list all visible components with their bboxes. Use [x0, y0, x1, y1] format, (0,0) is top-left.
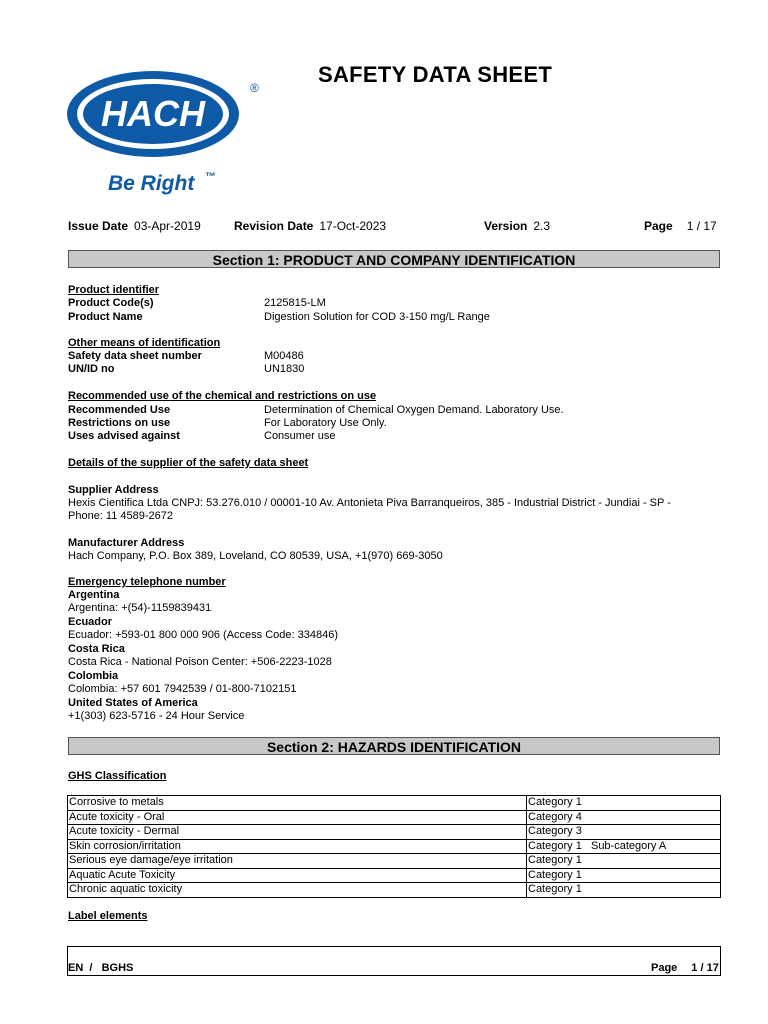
recommended-use-row	[68, 404, 720, 417]
advised-against-label: Uses advised against	[68, 430, 180, 442]
restrictions-label: Restrictions on use	[68, 417, 171, 429]
product-code-row	[68, 297, 720, 310]
issue-date	[68, 219, 201, 233]
sds-number-value: M00486	[264, 350, 304, 362]
table-row	[68, 854, 721, 869]
emergency-number: Ecuador: +593-01 800 000 906 (Access Code: 334846)	[68, 629, 338, 641]
revision-date-value: 17-Oct-2023	[319, 219, 387, 233]
issue-date-value: 03-Apr-2019	[134, 219, 201, 233]
emergency-country: Colombia	[68, 670, 119, 682]
category-cell: Category 4	[527, 810, 721, 825]
page-value: 1 / 17	[686, 219, 717, 233]
un-row	[68, 363, 720, 376]
product-name-label: Product Name	[68, 311, 143, 323]
footer-page	[651, 962, 719, 974]
page-label: Page	[644, 219, 673, 233]
sds-number-label: Safety data sheet number	[68, 350, 202, 362]
section2-heading: Section 2: HAZARDS IDENTIFICATION	[68, 737, 720, 755]
revision-date-label: Revision Date	[234, 219, 314, 233]
page-indicator	[644, 219, 717, 233]
table-row	[68, 796, 721, 811]
emergency-country: Costa Rica	[68, 643, 125, 655]
restrictions-row	[68, 417, 720, 430]
table-row	[68, 883, 721, 898]
supplier-details-heading: Details of the supplier of the safety data sheet	[68, 457, 309, 469]
advised-against-value: Consumer use	[264, 430, 336, 442]
recommended-use-heading: Recommended use of the chemical and restrictions on use	[68, 390, 377, 402]
hazard-cell: Corrosive to metals	[68, 796, 527, 811]
category-cell: Category 1 Sub-category A	[527, 839, 721, 854]
issue-date-label: Issue Date	[68, 219, 129, 233]
category-cell: Category 1	[527, 854, 721, 869]
hach-logo	[66, 70, 274, 200]
hazard-cell: Acute toxicity - Dermal	[68, 825, 527, 840]
tagline: Be Right	[108, 172, 195, 195]
hazard-cell: Serious eye damage/eye irritation	[68, 854, 527, 869]
logo-wordmark: HACH	[101, 93, 205, 134]
product-code-label: Product Code(s)	[68, 297, 154, 309]
product-name-value: Digestion Solution for COD 3-150 mg/L Range	[264, 311, 490, 323]
supplier-address-line1: Hexis Cientifica Ltda CNPJ: 53.276.010 / 00001-10 Av. Antonieta Piva Barranqueiros, 385 - Industrial District - Jundiai - SP -	[68, 497, 671, 509]
tagline-tm: ™	[205, 171, 216, 183]
supplier-address-label: Supplier Address	[68, 484, 159, 496]
emergency-number: Costa Rica - National Poison Center: +506-2223-1028	[68, 656, 332, 668]
emergency-heading: Emergency telephone number	[68, 576, 226, 588]
manufacturer-address-value: Hach Company, P.O. Box 389, Loveland, CO 80539, USA, +1(970) 669-3050	[68, 550, 443, 562]
restrictions-value: For Laboratory Use Only.	[264, 417, 387, 429]
table-row	[68, 839, 721, 854]
category-cell: Category 3	[527, 825, 721, 840]
category-cell: Category 1	[527, 883, 721, 898]
footer-page-value: 1 / 17	[691, 962, 719, 974]
emergency-number: +1(303) 623-5716 - 24 Hour Service	[68, 710, 245, 722]
registered-mark: ®	[250, 81, 259, 95]
emergency-country: Argentina	[68, 589, 120, 601]
ghs-classification-heading: GHS Classification	[68, 770, 167, 782]
table-row	[68, 810, 721, 825]
footer-box	[67, 946, 721, 976]
other-means-heading: Other means of identification	[68, 337, 221, 349]
version-label: Version	[484, 219, 528, 233]
product-name-row	[68, 311, 720, 324]
table-row	[68, 868, 721, 883]
hazard-cell: Skin corrosion/irritation	[68, 839, 527, 854]
emergency-country: United States of America	[68, 697, 198, 709]
un-value: UN1830	[264, 363, 305, 375]
un-label: UN/ID no	[68, 363, 115, 375]
hazard-cell: Acute toxicity - Oral	[68, 810, 527, 825]
label-elements-heading: Label elements	[68, 910, 148, 922]
product-code-value: 2125815-LM	[264, 297, 326, 309]
hazard-cell: Aquatic Acute Toxicity	[68, 868, 527, 883]
emergency-country: Ecuador	[68, 616, 113, 628]
version	[484, 219, 550, 233]
product-identifier-heading: Product identifier	[68, 284, 160, 296]
category-cell: Category 1	[527, 868, 721, 883]
version-value: 2.3	[533, 219, 551, 233]
emergency-number: Argentina: +(54)-1159839431	[68, 602, 212, 614]
advised-against-row	[68, 430, 720, 443]
ghs-classification-table	[67, 795, 721, 898]
footer-language: EN / BGHS	[68, 962, 134, 974]
footer-page-label: Page	[651, 962, 678, 974]
revision-date	[234, 219, 386, 233]
document-title: SAFETY DATA SHEET	[318, 62, 553, 87]
hazard-cell: Chronic aquatic toxicity	[68, 883, 527, 898]
table-row	[68, 825, 721, 840]
category-cell: Category 1	[527, 796, 721, 811]
section1-heading: Section 1: PRODUCT AND COMPANY IDENTIFICATION	[68, 250, 720, 268]
recommended-use-label: Recommended Use	[68, 404, 171, 416]
recommended-use-value: Determination of Chemical Oxygen Demand. Laboratory Use.	[264, 404, 564, 416]
sds-number-row	[68, 350, 720, 363]
supplier-address-line2: Phone: 11 4589-2672	[68, 510, 173, 522]
manufacturer-address-label: Manufacturer Address	[68, 537, 185, 549]
emergency-number: Colombia: +57 601 7942539 / 01-800-7102151	[68, 683, 297, 695]
